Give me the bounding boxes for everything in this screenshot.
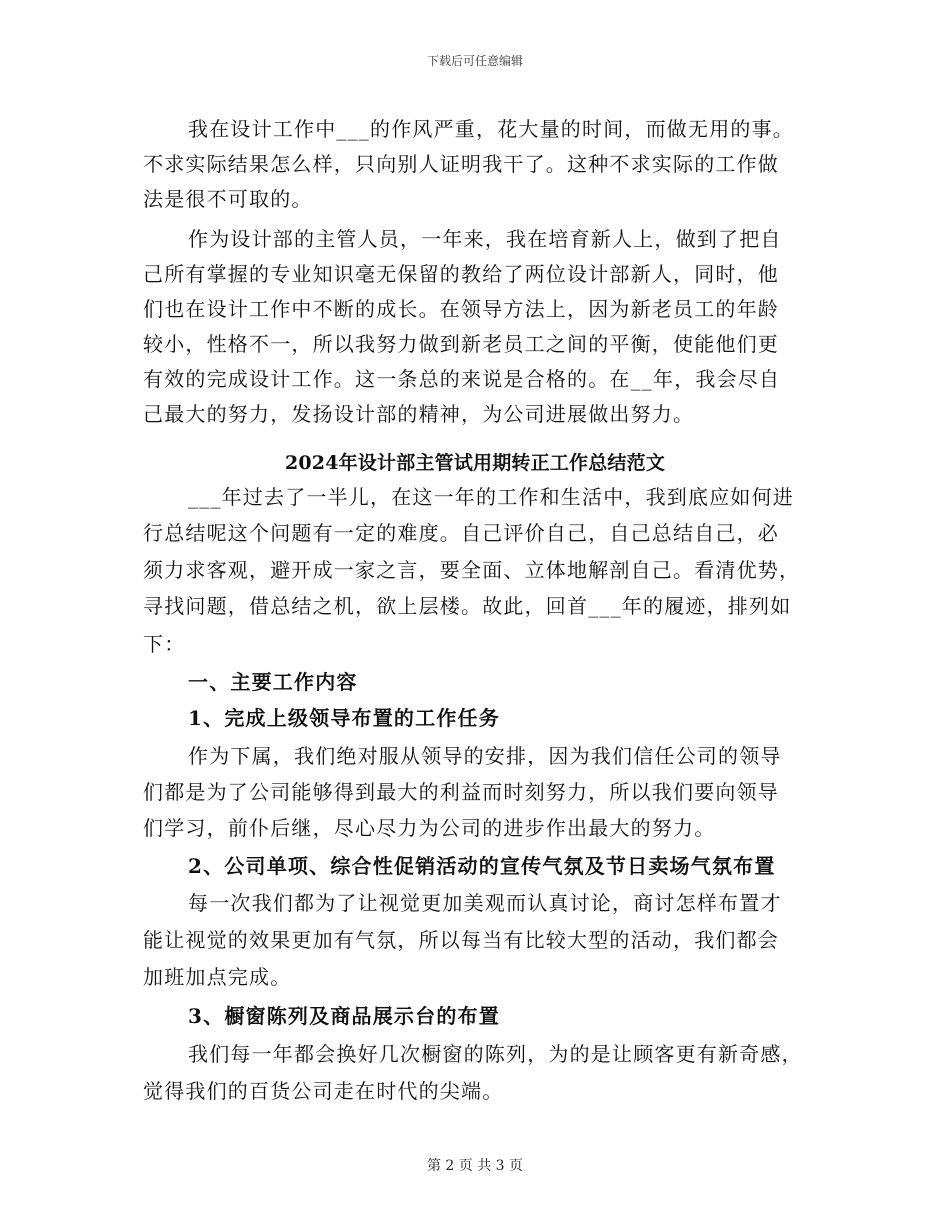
paragraph-line: 作为设计部的主管人员，一年来，我在培育新人上，做到了把自 [188,227,782,251]
paragraph-line: 我在设计工作中___的作风严重，花大量的时间，而做无用的事。 [188,117,794,141]
heading-item-3: 3、橱窗陈列及商品展示台的布置 [188,1004,500,1028]
heading-item-1: 1、完成上级领导布置的工作任务 [188,706,500,730]
paragraph-line: 较小，性格不一，所以我努力做到新老员工之间的平衡，使能他们更 [143,332,779,356]
paragraph-line: 能让视觉的效果更加有气氛，所以每当有比较大型的活动，我们都会 [143,928,779,952]
paragraph-line: 们都是为了公司能够得到最大的利益而时刻努力，所以我们要向领导 [143,780,779,804]
section-title: 2024年设计部主管试用期转正工作总结范文 [284,452,666,474]
paragraph-line: 己最大的努力，发扬设计部的精神，为公司进展做出努力。 [143,402,695,426]
paragraph-line: 不求实际结果怎么样，只向别人证明我干了。这种不求实际的工作做 [143,152,779,176]
paragraph-line: 觉得我们的百货公司走在时代的尖端。 [143,1079,504,1103]
paragraph-line: 有效的完成设计工作。这一条总的来说是合格的。在__年，我会尽自 [143,367,781,391]
paragraph-line: ___年过去了一半儿，在这一年的工作和生活中，我到底应如何进 [188,485,794,509]
heading-item-2: 2、公司单项、综合性促销活动的宣传气氛及节日卖场气氛布置 [188,854,776,878]
paragraph-line: 行总结呢这个问题有一定的难度。自己评价自己，自己总结自己，必 [143,521,779,545]
paragraph-line: 寻找问题，借总结之机，欲上层楼。故此，回首___年的履迹，排列如 [143,594,792,618]
page-footer: 第 2 页 共 3 页 [426,1158,524,1174]
paragraph-line: 们也在设计工作中不断的成长。在领导方法上，因为新老员工的年龄 [143,297,779,321]
paragraph-line: 加班加点完成。 [143,965,292,989]
page-header: 下载后可任意编辑 [426,54,523,68]
paragraph-line: 己所有掌握的专业知识毫无保留的教给了两位设计部新人，同时，他 [143,262,779,286]
paragraph-line: 法是很不可取的。 [143,187,313,211]
heading-main-content: 一、主要工作内容 [188,670,358,694]
paragraph-line: 须力求客观，避开成一家之言，要全面、立体地解剖自己。看清优势， [143,558,801,582]
paragraph-line: 作为下属，我们绝对服从领导的安排，因为我们信任公司的领导 [188,744,782,768]
paragraph-line: 下： [143,632,186,656]
paragraph-line: 每一次我们都为了让视觉更加美观而认真讨论，商讨怎样布置才 [188,891,782,915]
paragraph-line: 我们每一年都会换好几次橱窗的陈列，为的是让顾客更有新奇感， [188,1042,803,1066]
paragraph-line: 们学习，前仆后继，尽心尽力为公司的进步作出最大的努力。 [143,816,716,840]
